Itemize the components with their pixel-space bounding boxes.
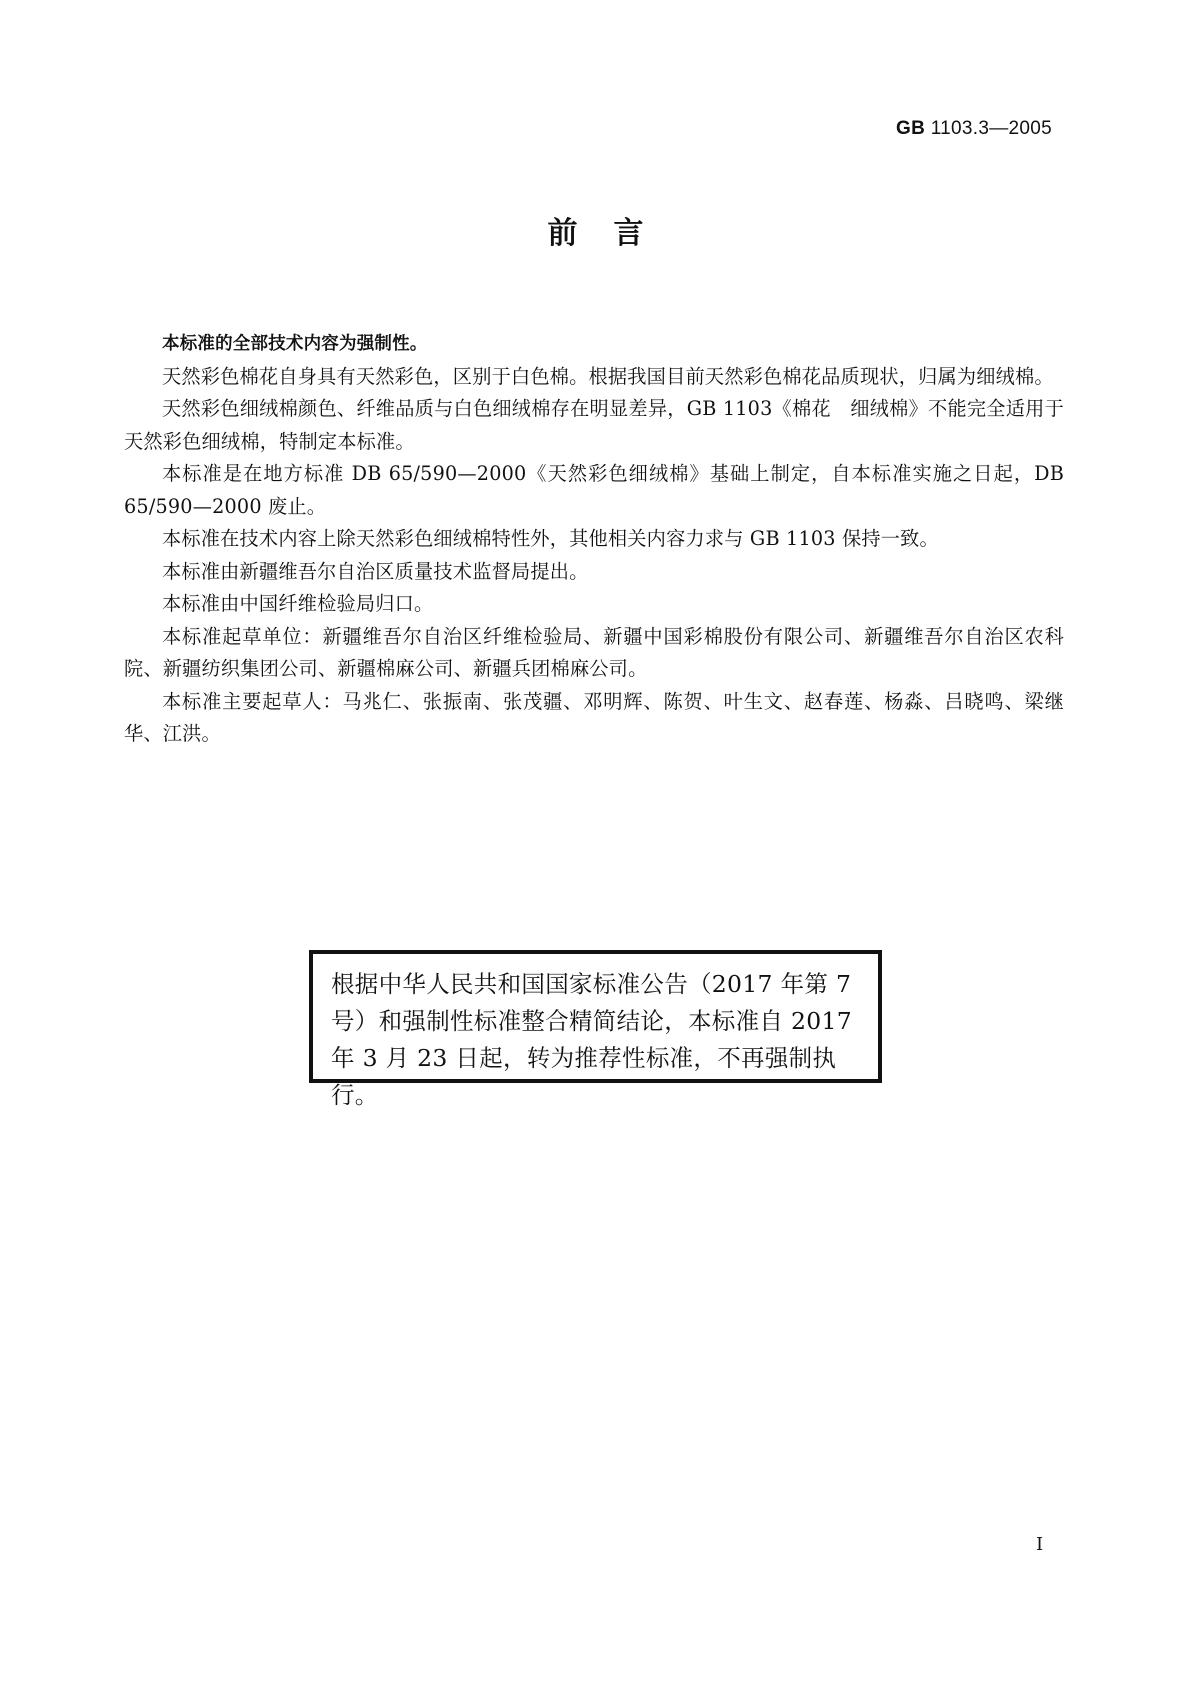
notice-box: 根据中华人民共和国国家标准公告（2017 年第 7 号）和强制性标准整合精简结论，本标准自 2017 年 3 月 23 日起，转为推荐性标准，不再强制执行。 [309,950,882,1083]
mandatory-statement: 本标准的全部技术内容为强制性。 [162,334,428,354]
paragraph: 本标准是在地方标准 DB 65/590—2000《天然彩色细绒棉》基础上制定，自本标准实施之日起，DB 65/590—2000 废止。 [124,462,1064,518]
page-number: I [1036,1534,1044,1555]
foreword-body [124,328,1064,751]
paragraph: 天然彩色细绒棉颜色、纤维品质与白色细绒棉存在明显差异，GB 1103《棉花 细绒棉》不能完全适用于天然彩色细绒棉，特制定本标准。 [124,397,1064,453]
paragraph: 本标准由中国纤维检验局归口。 [162,592,434,615]
paragraph: 天然彩色棉花自身具有天然彩色，区别于白色棉。根据我国目前天然彩色棉花品质现状，归属为细绒棉。 [162,364,1054,388]
paragraph: 本标准由新疆维吾尔自治区质量技术监督局提出。 [162,559,589,583]
standard-prefix: GB [896,118,926,139]
standard-code [896,118,1052,140]
page-title: 前言 [547,216,680,251]
paragraph: 本标准主要起草人：马兆仁、张振南、张茂疆、邓明辉、陈贺、叶生文、赵春莲、杨淼、吕晓鸣、梁继华、江洪。 [124,689,1064,745]
paragraph: 本标准起草单位：新疆维吾尔自治区纤维检验局、新疆中国彩棉股份有限公司、新疆维吾尔自治区农科院、新疆纺织集团公司、新疆棉麻公司、新疆兵团棉麻公司。 [124,624,1064,680]
standard-number: 1103.3—2005 [930,118,1052,139]
paragraph: 本标准在技术内容上除天然彩色细绒棉特性外，其他相关内容力求与 GB 1103 保持一致。 [162,527,939,550]
